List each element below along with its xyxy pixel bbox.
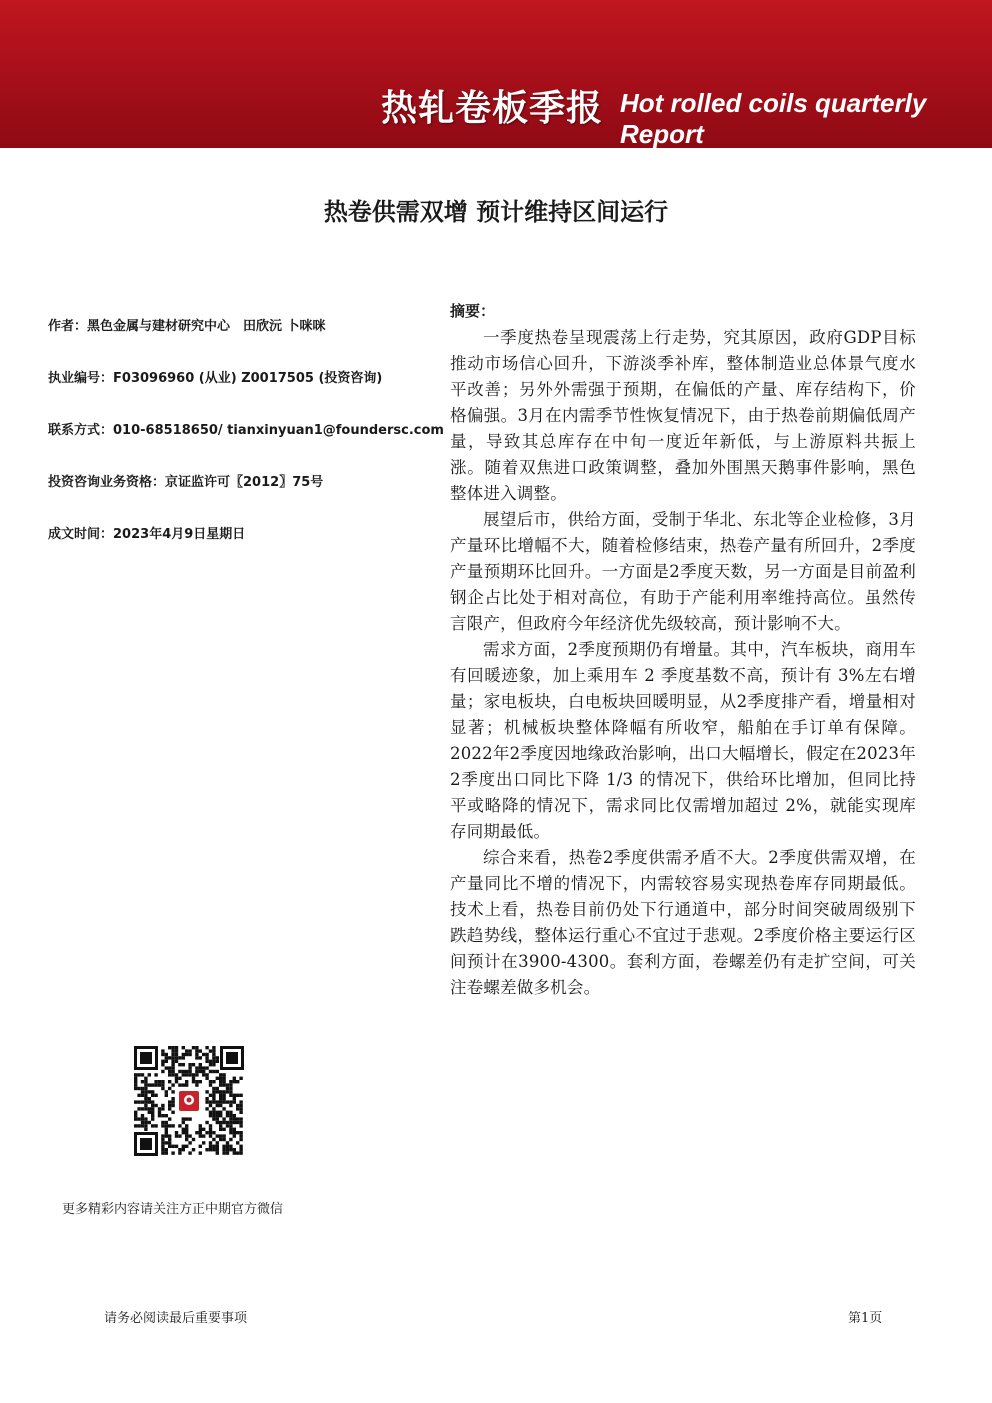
meta-contact — [48, 419, 444, 438]
meta-qualification-value: 京证监许可〖2012〗75号 — [165, 475, 324, 490]
qr-caption: 更多精彩内容请关注方正中期官方微信 — [62, 1202, 284, 1217]
meta-author-value: 黑色金属与建材研究中心 田欣沅 卜咪咪 — [87, 319, 326, 334]
summary-section — [450, 300, 916, 1001]
banner-title-cn: 热轧卷板季报 — [381, 88, 604, 129]
header-banner — [0, 0, 992, 148]
qr-code-icon — [134, 1046, 244, 1156]
summary-label: 摘要： — [450, 302, 496, 320]
meta-author-label: 作者： — [48, 319, 88, 334]
meta-date-value: 2023年4月9日星期日 — [113, 527, 246, 542]
meta-license-label: 执业编号： — [48, 371, 114, 386]
footer-notice: 请务必阅读最后重要事项 — [104, 1311, 248, 1326]
meta-author — [48, 315, 326, 334]
meta-license — [48, 367, 382, 386]
meta-contact-label: 联系方式： — [48, 423, 114, 438]
meta-qualification-label: 投资咨询业务资格： — [48, 475, 166, 490]
summary-paragraph: 综合来看，热卷2季度供需矛盾不大。2季度供需双增，在产量同比不增的情况下，内需较容易实现热卷库存同期最低。技术上看，热卷目前仍处下行通道中，部分时间突破周级别下跌趋势线，整体运行重心不宜过于悲观。2季度价格主要运行区间预计在3900-4300。套利方面，卷螺差仍有走扩空间，可关注卷螺差做多机会。 — [450, 848, 916, 997]
summary-paragraph: 展望后市，供给方面，受制于华北、东北等企业检修，3月产量环比增幅不大，随着检修结束，热卷产量有所回升，2季度产量预期环比回升。一方面是2季度天数，另一方面是目前盈利钢企占比处于相对高位，有助于产能利用率维持高位。虽然传言限产，但政府今年经济优先级较高，预计影响不大。 — [450, 510, 916, 633]
meta-qualification — [48, 471, 323, 490]
meta-contact-value[interactable]: 010-68518650/ tianxinyuan1@foundersc.com — [113, 423, 444, 438]
meta-date — [48, 523, 245, 542]
page-number: 第1页 — [848, 1311, 883, 1326]
summary-paragraph: 一季度热卷呈现震荡上行走势，究其原因，政府GDP目标推动市场信心回升，下游淡季补库，整体制造业总体景气度水平改善；另外外需强于预期，在偏低的产量、库存结构下，价格偏强。3月在内需季节性恢复情况下，由于热卷前期偏低周产量，导致其总库存在中旬一度近年新低，与上游原料共振上涨。随着双焦进口政策调整，叠加外围黑天鹅事件影响，黑色整体进入调整。 — [450, 328, 916, 503]
meta-date-label: 成文时间： — [48, 527, 114, 542]
report-title: 热卷供需双增 预计维持区间运行 — [323, 198, 669, 226]
banner-title-en: Hot rolled coils quarterly Report — [620, 88, 927, 149]
meta-license-value: F03096960 (从业) Z0017505 (投资咨询) — [113, 371, 383, 386]
wechat-qr-code — [134, 1046, 244, 1156]
summary-paragraph: 需求方面，2季度预期仍有增量。其中，汽车板块，商用车有回暖迹象，加上乘用车 2 季度基数不高，预计有 3%左右增量；家电板块，白电板块回暖明显，从2季度排产看，增量相对显著；机械板块整体降幅有所收窄，船舶在手订单有保障。2022年2季度因地缘政治影响，出口大幅增长，假定在2023年2季度出口同比下降 1/3 的情况下，供给环比增加，但同比持平或略降的情况下，需求同比仅需增加超过 2%，就能实现库存同期最低。 — [450, 640, 916, 841]
